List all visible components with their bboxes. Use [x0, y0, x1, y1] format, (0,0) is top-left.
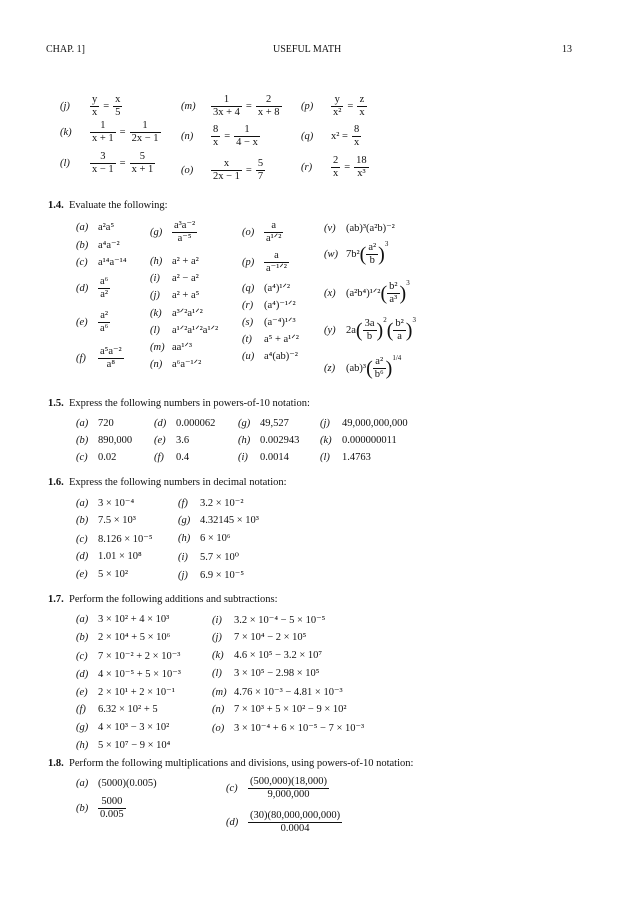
- chapter-label: CHAP. 1]: [46, 44, 85, 55]
- equation-m: (m) $\frac{1}{3x + 4}$ = $\frac{2}{x + 8}$: [181, 94, 280, 119]
- ex16-b: (b) 7.5 × 10³: [76, 515, 136, 526]
- ex16-a: (a) 3 × 10⁻⁴: [76, 498, 135, 509]
- ex18-a: (a) (5000)(0.005): [76, 778, 157, 789]
- ex14-a: (a) a²a⁵: [76, 222, 115, 233]
- ex16-i: (i) 5.7 × 10⁰: [178, 552, 240, 563]
- ex14-w: (w) 7b²( $\frac{\text{a²}}{b}$ )$^3$: [324, 240, 389, 267]
- ex14-l: (l) a¹ᐟ²a¹ᐟ²a¹ᐟ²: [150, 325, 219, 336]
- ex17-m: (m) 4.76 × 10⁻³ − 4.81 × 10⁻³: [212, 687, 343, 698]
- ex14-g: (g) $\frac{\text{a³a⁻²}}{\text{a⁻⁵}}$: [150, 220, 196, 245]
- equation-k: (k) $\frac{1}{x + 1}$ = $\frac{1}{2x - 1}$: [60, 120, 159, 145]
- ex14-b: (b) a⁴a⁻²: [76, 240, 120, 251]
- ex17-g: (g) 4 × 10³ − 3 × 10²: [76, 722, 170, 733]
- running-title: USEFUL MATH: [273, 44, 342, 55]
- ex17-a: (a) 3 × 10² + 4 × 10³: [76, 614, 170, 625]
- ex15-i: (i) 0.0014: [238, 452, 289, 463]
- ex14-d: (d) $\frac{\text{a⁶}}{\text{a²}}$: [76, 276, 109, 301]
- ex14-s: (s) (a⁻⁴)¹ᐟ³: [242, 317, 296, 328]
- equation-q: (q) x² = $\frac{8}{x}$: [301, 124, 360, 149]
- ex14-m: (m) aa¹ᐟ³: [150, 342, 193, 353]
- ex14-r: (r) (a⁴)⁻¹ᐟ²: [242, 300, 296, 311]
- exercise-1-8-heading: 1.8. Perform the following multiplications and divisions, using powers-of-10 notation:: [48, 758, 414, 769]
- ex17-h: (h) 5 × 10⁷ − 9 × 10⁴: [76, 740, 171, 751]
- ex14-k: (k) a³ᐟ²a¹ᐟ²: [150, 308, 203, 319]
- ex17-l: (l) 3 × 10⁵ − 2.98 × 10⁵: [212, 668, 320, 679]
- ex15-h: (h) 0.002943: [238, 435, 300, 446]
- ex17-f: (f) 6.32 × 10² + 5: [76, 704, 158, 715]
- ex14-t: (t) a⁵ + a¹ᐟ²: [242, 334, 299, 345]
- ex18-d: (d) $\frac{(30)(80,000,000,000)}{0.0004}$: [226, 810, 341, 835]
- ex17-c: (c) 7 × 10⁻² + 2 × 10⁻³: [76, 651, 181, 662]
- ex15-a: (a) 720: [76, 418, 114, 429]
- ex15-c: (c) 0.02: [76, 452, 117, 463]
- ex15-b: (b) 890,000: [76, 435, 133, 446]
- ex14-i: (i) a² − a²: [150, 273, 199, 284]
- ex18-b: (b) $\frac{5000}{0.005}$: [76, 796, 124, 821]
- ex15-l: (l) 1.4763: [320, 452, 371, 463]
- ex17-k: (k) 4.6 × 10⁵ − 3.2 × 10⁷: [212, 650, 323, 661]
- ex14-f: (f) $\frac{\text{a⁵a⁻²}}{\text{a⁸}}$: [76, 346, 122, 371]
- ex14-x: (x) (a²b⁴)¹ᐟ²( $\frac{\text{b²}}{\text{a³}}$ )$^3$: [324, 279, 410, 306]
- ex15-g: (g) 49,527: [238, 418, 289, 429]
- page-number: 13: [562, 44, 572, 55]
- equation-n: (n) $\frac{8}{x}$ = $\frac{1}{4 - x}$: [181, 124, 258, 149]
- ex14-q: (q) (a⁴)¹ᐟ²: [242, 283, 291, 294]
- ex16-c: (c) 8.126 × 10⁻⁵: [76, 534, 153, 545]
- ex17-b: (b) 2 × 10⁴ + 5 × 10⁶: [76, 632, 171, 643]
- ex16-g: (g) 4.32145 × 10³: [178, 515, 259, 526]
- ex14-o: (o) $\frac{a}{\text{a¹ᐟ²}}$: [242, 220, 282, 245]
- ex14-p: (p) $\frac{a}{\text{a⁻¹ᐟ²}}$: [242, 250, 287, 275]
- exercise-1-5-heading: 1.5. Express the following numbers in powers-of-10 notation:: [48, 398, 310, 409]
- ex16-d: (d) 1.01 × 10⁸: [76, 551, 142, 562]
- ex18-c: (c) $\frac{(500,000)(18,000)}{9,000,000}$: [226, 776, 327, 801]
- ex14-v: (v) (ab)³(a²b)⁻²: [324, 223, 395, 234]
- ex17-d: (d) 4 × 10⁻⁵ + 5 × 10⁻³: [76, 669, 181, 680]
- equation-l: (l) $\frac{3}{x - 1}$ = $\frac{5}{x + 1}$: [60, 151, 154, 176]
- equation-o: (o) $\frac{x}{2x - 1}$ = $\frac{5}{7}$: [181, 158, 264, 183]
- ex14-c: (c) a¹⁴a⁻¹⁴: [76, 257, 127, 268]
- ex17-j: (j) 7 × 10⁴ − 2 × 10⁵: [212, 632, 307, 643]
- exercise-1-7-heading: 1.7. Perform the following additions and subtractions:: [48, 594, 278, 605]
- ex14-y: (y) 2a( $\frac{3a}{b}$ )$^2$( $\frac{\text{b²}}{a}$ )$^3$: [324, 316, 416, 343]
- ex17-e: (e) 2 × 10¹ + 2 × 10⁻¹: [76, 687, 175, 698]
- equation-j: (j) $\frac{y}{x}$ = $\frac{x}{5}$: [60, 94, 121, 119]
- ex15-j: (j) 49,000,000,000: [320, 418, 408, 429]
- ex15-f: (f) 0.4: [154, 452, 190, 463]
- ex16-e: (e) 5 × 10²: [76, 569, 129, 580]
- ex15-k: (k) 0.000000011: [320, 435, 397, 446]
- equation-p: (p) $\frac{y}{\text{x²}}$ = $\frac{z}{x}$: [301, 94, 365, 119]
- equation-r: (r) $\frac{2}{x}$ = $\frac{18}{\text{x³}}$: [301, 155, 367, 180]
- ex17-i: (i) 3.2 × 10⁻⁴ − 5 × 10⁻⁵: [212, 615, 326, 626]
- ex17-o: (o) 3 × 10⁻⁴ + 6 × 10⁻⁵ − 7 × 10⁻³: [212, 723, 365, 734]
- ex15-e: (e) 3.6: [154, 435, 190, 446]
- exercise-1-6-heading: 1.6. Express the following numbers in decimal notation:: [48, 477, 287, 488]
- exercise-1-4-heading: 1.4. Evaluate the following:: [48, 200, 168, 211]
- ex15-d: (d) 0.000062: [154, 418, 216, 429]
- ex14-j: (j) a² + a⁵: [150, 290, 200, 301]
- ex14-u: (u) a⁴(ab)⁻²: [242, 351, 298, 362]
- ex16-j: (j) 6.9 × 10⁻⁵: [178, 570, 244, 581]
- ex14-e: (e) $\frac{\text{a²}}{\text{a⁶}}$: [76, 310, 109, 335]
- ex17-n: (n) 7 × 10³ + 5 × 10² − 9 × 10²: [212, 704, 347, 715]
- ex14-z: (z) (ab)³( $\frac{\text{a²}}{\text{b⁶}}$ )$^{1/4}$: [324, 354, 402, 381]
- ex16-f: (f) 3.2 × 10⁻²: [178, 498, 244, 509]
- ex16-h: (h) 6 × 10⁶: [178, 533, 231, 544]
- ex14-h: (h) a² + a²: [150, 256, 199, 267]
- ex14-n: (n) a⁶a⁻¹ᐟ²: [150, 359, 202, 370]
